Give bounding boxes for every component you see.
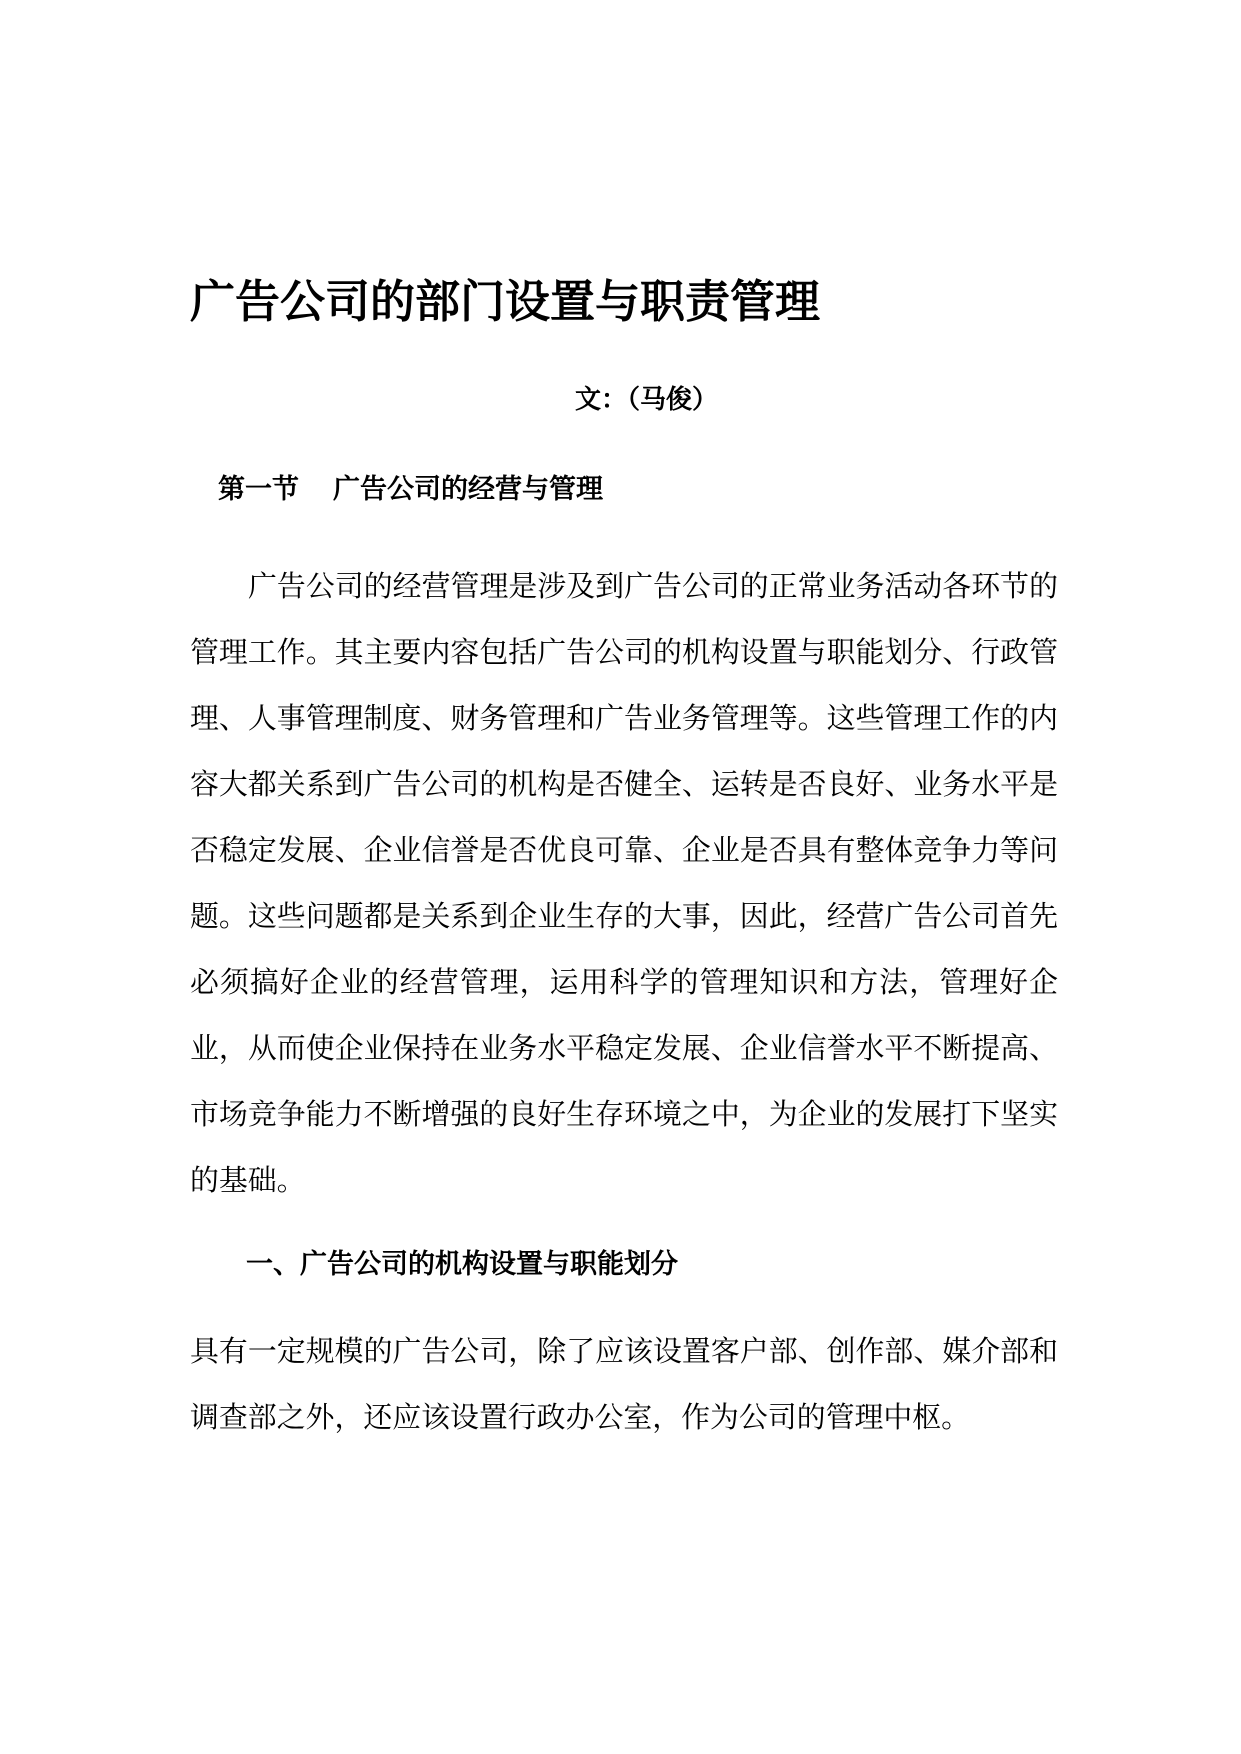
body-paragraph-2: 具有一定规模的广告公司，除了应该设置客户部、创作部、媒介部和调查部之外，还应该设置行政办公室，作为公司的管理中枢。 xyxy=(190,1334,1058,1434)
author-byline: 文：（马俊） xyxy=(575,385,719,415)
document-title: 广告公司的部门设置与职责管理 xyxy=(190,275,821,328)
section-heading xyxy=(218,470,603,510)
subsection-heading: 一、广告公司的机构设置与职能划分 xyxy=(246,1249,678,1280)
body-paragraph-1: 广告公司的经营管理是涉及到广告公司的正常业务活动各环节的管理工作。其主要内容包括广告公司的机构设置与职能划分、行政管理、人事管理制度、财务管理和广告业务管理等。这些管理工作的内容大都关系到广告公司的机构是否健全、运转是否良好、业务水平是否稳定发展、企业信誉是否优良可靠、企业是否具有整体竞争力等问题。这些问题都是关系到企业生存的大事，因此，经营广告公司首先必须搞好企业的经营管理，运用科学的管理知识和方法，管理好企业，从而使企业保持在业务水平稳定发展、企业信誉水平不断提高、市场竞争能力不断增强的良好生存环境之中，为企业的发展打下坚实的基础。 xyxy=(190,569,1058,1197)
section-number: 第一节 xyxy=(218,474,299,505)
section-title: 广告公司的经营与管理 xyxy=(333,474,603,505)
